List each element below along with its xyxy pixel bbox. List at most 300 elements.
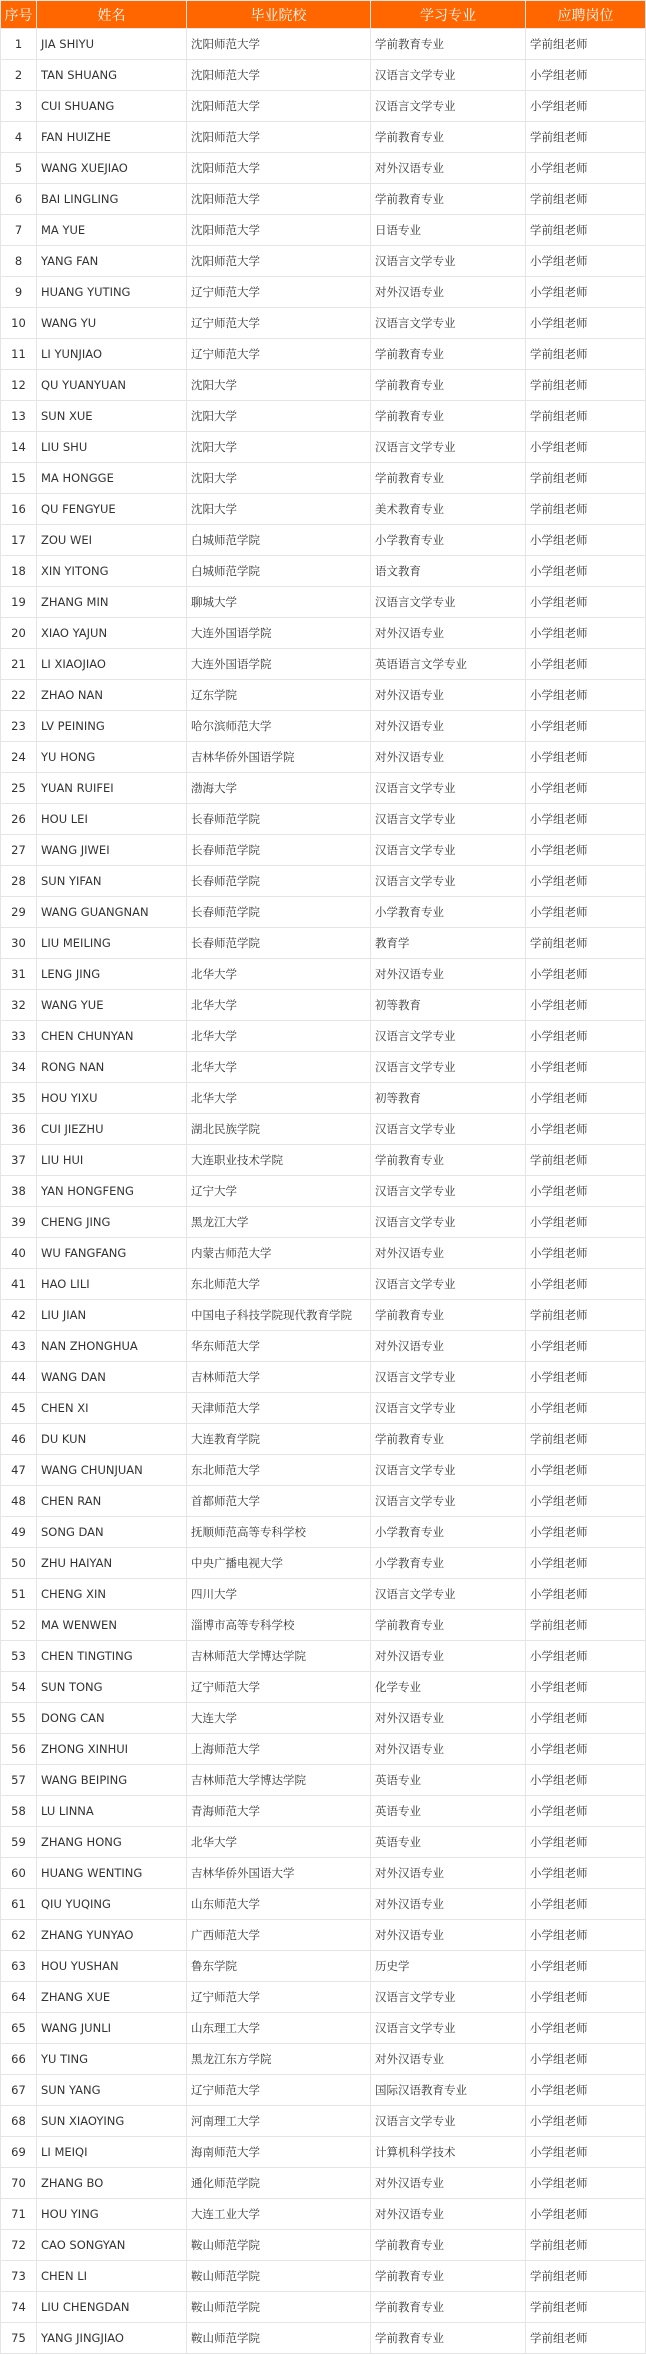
table-row xyxy=(1,1300,646,1331)
cell-major: 对外汉语专业 xyxy=(371,1238,526,1269)
cell-school: 通化师范学院 xyxy=(187,2168,371,2199)
cell-school: 淄博市高等专科学校 xyxy=(187,1610,371,1641)
cell-position: 小学组老师 xyxy=(526,618,646,649)
cell-name: WANG YU xyxy=(37,308,187,339)
cell-name: YANG JINGJIAO xyxy=(37,2323,187,2354)
cell-name: MA HONGGE xyxy=(37,463,187,494)
cell-name: QU YUANYUAN xyxy=(37,370,187,401)
cell-position: 小学组老师 xyxy=(526,153,646,184)
cell-name: YANG FAN xyxy=(37,246,187,277)
cell-position: 小学组老师 xyxy=(526,1517,646,1548)
cell-number: 4 xyxy=(1,122,37,153)
cell-major: 对外汉语专业 xyxy=(371,1641,526,1672)
cell-name: WANG CHUNJUAN xyxy=(37,1455,187,1486)
cell-school: 大连教育学院 xyxy=(187,1424,371,1455)
cell-school: 辽宁师范大学 xyxy=(187,277,371,308)
cell-name: ZHANG YUNYAO xyxy=(37,1920,187,1951)
cell-position: 小学组老师 xyxy=(526,1021,646,1052)
cell-position: 学前组老师 xyxy=(526,1300,646,1331)
cell-name: HUANG YUTING xyxy=(37,277,187,308)
cell-name: WANG YUE xyxy=(37,990,187,1021)
table-row xyxy=(1,153,646,184)
cell-name: FAN HUIZHE xyxy=(37,122,187,153)
cell-major: 学前教育专业 xyxy=(371,463,526,494)
cell-name: QU FENGYUE xyxy=(37,494,187,525)
cell-school: 北华大学 xyxy=(187,1021,371,1052)
table-row xyxy=(1,1796,646,1827)
cell-name: CUI SHUANG xyxy=(37,91,187,122)
cell-name: WANG JIWEI xyxy=(37,835,187,866)
cell-school: 吉林师范大学博达学院 xyxy=(187,1641,371,1672)
cell-name: HAO LILI xyxy=(37,1269,187,1300)
cell-major: 学前教育专业 xyxy=(371,29,526,60)
cell-school: 山东师范大学 xyxy=(187,1889,371,1920)
table-row xyxy=(1,29,646,60)
cell-major: 汉语言文学专业 xyxy=(371,1021,526,1052)
cell-name: ZHANG BO xyxy=(37,2168,187,2199)
cell-name: SUN XUE xyxy=(37,401,187,432)
cell-position: 小学组老师 xyxy=(526,1889,646,1920)
cell-name: JIA SHIYU xyxy=(37,29,187,60)
table-row xyxy=(1,2044,646,2075)
cell-number: 41 xyxy=(1,1269,37,1300)
cell-school: 东北师范大学 xyxy=(187,1455,371,1486)
cell-name: LI MEIQI xyxy=(37,2137,187,2168)
cell-name: CHENG JING xyxy=(37,1207,187,1238)
cell-name: YAN HONGFENG xyxy=(37,1176,187,1207)
cell-school: 辽东学院 xyxy=(187,680,371,711)
table-row xyxy=(1,2106,646,2137)
cell-name: RONG NAN xyxy=(37,1052,187,1083)
cell-number: 2 xyxy=(1,60,37,91)
cell-position: 学前组老师 xyxy=(526,2292,646,2323)
table-row xyxy=(1,215,646,246)
cell-number: 39 xyxy=(1,1207,37,1238)
cell-school: 黑龙江大学 xyxy=(187,1207,371,1238)
cell-major: 汉语言文学专业 xyxy=(371,1052,526,1083)
table-row xyxy=(1,1889,646,1920)
cell-school: 长春师范学院 xyxy=(187,866,371,897)
cell-name: HOU YIXU xyxy=(37,1083,187,1114)
table-row xyxy=(1,866,646,897)
header-row xyxy=(1,1,646,29)
cell-number: 40 xyxy=(1,1238,37,1269)
cell-name: SUN YANG xyxy=(37,2075,187,2106)
cell-major: 汉语言文学专业 xyxy=(371,60,526,91)
cell-major: 汉语言文学专业 xyxy=(371,1455,526,1486)
cell-number: 14 xyxy=(1,432,37,463)
table-row xyxy=(1,1176,646,1207)
cell-name: WANG GUANGNAN xyxy=(37,897,187,928)
table-row xyxy=(1,432,646,463)
cell-name: YUAN RUIFEI xyxy=(37,773,187,804)
table-row xyxy=(1,1238,646,1269)
cell-major: 语文教育 xyxy=(371,556,526,587)
table-row xyxy=(1,990,646,1021)
cell-number: 36 xyxy=(1,1114,37,1145)
cell-name: WANG DAN xyxy=(37,1362,187,1393)
cell-name: LIU SHU xyxy=(37,432,187,463)
table-row xyxy=(1,618,646,649)
table-row xyxy=(1,308,646,339)
cell-school: 青海师范大学 xyxy=(187,1796,371,1827)
cell-position: 小学组老师 xyxy=(526,773,646,804)
cell-school: 大连外国语学院 xyxy=(187,618,371,649)
cell-position: 学前组老师 xyxy=(526,2323,646,2354)
header-number: 序号 xyxy=(1,1,37,29)
cell-number: 27 xyxy=(1,835,37,866)
cell-position: 小学组老师 xyxy=(526,1734,646,1765)
cell-position: 小学组老师 xyxy=(526,246,646,277)
cell-school: 广西师范大学 xyxy=(187,1920,371,1951)
cell-position: 小学组老师 xyxy=(526,1858,646,1889)
cell-major: 对外汉语专业 xyxy=(371,1734,526,1765)
cell-number: 73 xyxy=(1,2261,37,2292)
table-row xyxy=(1,2292,646,2323)
cell-number: 11 xyxy=(1,339,37,370)
cell-name: BAI LINGLING xyxy=(37,184,187,215)
cell-name: ZOU WEI xyxy=(37,525,187,556)
cell-major: 汉语言文学专业 xyxy=(371,1362,526,1393)
cell-school: 沈阳师范大学 xyxy=(187,60,371,91)
cell-major: 学前教育专业 xyxy=(371,1300,526,1331)
cell-number: 37 xyxy=(1,1145,37,1176)
cell-name: WU FANGFANG xyxy=(37,1238,187,1269)
cell-school: 沈阳大学 xyxy=(187,401,371,432)
table-row xyxy=(1,2013,646,2044)
cell-name: LI YUNJIAO xyxy=(37,339,187,370)
cell-position: 学前组老师 xyxy=(526,215,646,246)
header-name: 姓名 xyxy=(37,1,187,29)
cell-position: 小学组老师 xyxy=(526,2168,646,2199)
cell-number: 6 xyxy=(1,184,37,215)
cell-position: 小学组老师 xyxy=(526,2013,646,2044)
cell-number: 68 xyxy=(1,2106,37,2137)
cell-major: 对外汉语专业 xyxy=(371,1331,526,1362)
cell-name: QIU YUQING xyxy=(37,1889,187,1920)
table-row xyxy=(1,2075,646,2106)
cell-major: 对外汉语专业 xyxy=(371,1703,526,1734)
cell-school: 北华大学 xyxy=(187,1052,371,1083)
cell-name: ZHAO NAN xyxy=(37,680,187,711)
cell-major: 汉语言文学专业 xyxy=(371,432,526,463)
cell-school: 河南理工大学 xyxy=(187,2106,371,2137)
table-row xyxy=(1,1579,646,1610)
cell-major: 汉语言文学专业 xyxy=(371,1269,526,1300)
cell-position: 学前组老师 xyxy=(526,29,646,60)
cell-school: 鞍山师范学院 xyxy=(187,2292,371,2323)
cell-number: 64 xyxy=(1,1982,37,2013)
cell-number: 5 xyxy=(1,153,37,184)
table-row xyxy=(1,1486,646,1517)
cell-major: 英语语言文学专业 xyxy=(371,649,526,680)
cell-position: 小学组老师 xyxy=(526,1114,646,1145)
cell-school: 华东师范大学 xyxy=(187,1331,371,1362)
cell-major: 学前教育专业 xyxy=(371,1610,526,1641)
cell-major: 汉语言文学专业 xyxy=(371,1579,526,1610)
cell-name: LU LINNA xyxy=(37,1796,187,1827)
cell-number: 35 xyxy=(1,1083,37,1114)
cell-position: 小学组老师 xyxy=(526,680,646,711)
cell-name: HOU YING xyxy=(37,2199,187,2230)
cell-major: 学前教育专业 xyxy=(371,184,526,215)
cell-school: 北华大学 xyxy=(187,1827,371,1858)
cell-number: 71 xyxy=(1,2199,37,2230)
cell-position: 小学组老师 xyxy=(526,1579,646,1610)
cell-school: 黑龙江东方学院 xyxy=(187,2044,371,2075)
cell-major: 对外汉语专业 xyxy=(371,959,526,990)
table-row xyxy=(1,184,646,215)
cell-major: 对外汉语专业 xyxy=(371,618,526,649)
cell-number: 28 xyxy=(1,866,37,897)
table-row xyxy=(1,1424,646,1455)
cell-school: 沈阳师范大学 xyxy=(187,29,371,60)
cell-major: 汉语言文学专业 xyxy=(371,1486,526,1517)
cell-position: 小学组老师 xyxy=(526,277,646,308)
cell-major: 汉语言文学专业 xyxy=(371,587,526,618)
cell-name: WANG JUNLI xyxy=(37,2013,187,2044)
cell-major: 学前教育专业 xyxy=(371,2292,526,2323)
table-row xyxy=(1,1145,646,1176)
cell-position: 学前组老师 xyxy=(526,122,646,153)
cell-number: 46 xyxy=(1,1424,37,1455)
cell-major: 初等教育 xyxy=(371,1083,526,1114)
cell-position: 小学组老师 xyxy=(526,742,646,773)
cell-number: 70 xyxy=(1,2168,37,2199)
cell-school: 沈阳大学 xyxy=(187,463,371,494)
cell-number: 18 xyxy=(1,556,37,587)
cell-school: 吉林华侨外国语大学 xyxy=(187,1858,371,1889)
cell-name: ZHANG XUE xyxy=(37,1982,187,2013)
cell-position: 小学组老师 xyxy=(526,587,646,618)
cell-name: CHEN CHUNYAN xyxy=(37,1021,187,1052)
cell-name: XIN YITONG xyxy=(37,556,187,587)
cell-school: 白城师范学院 xyxy=(187,525,371,556)
cell-position: 小学组老师 xyxy=(526,432,646,463)
cell-number: 20 xyxy=(1,618,37,649)
cell-school: 四川大学 xyxy=(187,1579,371,1610)
cell-number: 15 xyxy=(1,463,37,494)
cell-major: 对外汉语专业 xyxy=(371,153,526,184)
table-row xyxy=(1,835,646,866)
cell-school: 海南师范大学 xyxy=(187,2137,371,2168)
cell-position: 小学组老师 xyxy=(526,60,646,91)
cell-number: 63 xyxy=(1,1951,37,1982)
cell-major: 汉语言文学专业 xyxy=(371,308,526,339)
table-row xyxy=(1,959,646,990)
cell-school: 首都师范大学 xyxy=(187,1486,371,1517)
cell-school: 沈阳师范大学 xyxy=(187,91,371,122)
cell-major: 汉语言文学专业 xyxy=(371,773,526,804)
table-row xyxy=(1,1703,646,1734)
table-row xyxy=(1,742,646,773)
cell-school: 沈阳师范大学 xyxy=(187,215,371,246)
cell-major: 学前教育专业 xyxy=(371,2261,526,2292)
cell-major: 对外汉语专业 xyxy=(371,1858,526,1889)
cell-number: 67 xyxy=(1,2075,37,2106)
cell-major: 小学教育专业 xyxy=(371,897,526,928)
cell-name: CHENG XIN xyxy=(37,1579,187,1610)
cell-position: 小学组老师 xyxy=(526,711,646,742)
cell-number: 7 xyxy=(1,215,37,246)
cell-number: 30 xyxy=(1,928,37,959)
cell-school: 中国电子科技学院现代教育学院 xyxy=(187,1300,371,1331)
cell-name: CHEN XI xyxy=(37,1393,187,1424)
cell-school: 沈阳师范大学 xyxy=(187,122,371,153)
cell-number: 19 xyxy=(1,587,37,618)
cell-position: 小学组老师 xyxy=(526,1951,646,1982)
header-position: 应聘岗位 xyxy=(526,1,646,29)
cell-major: 汉语言文学专业 xyxy=(371,1982,526,2013)
cell-number: 50 xyxy=(1,1548,37,1579)
cell-major: 教育学 xyxy=(371,928,526,959)
cell-school: 天津师范大学 xyxy=(187,1393,371,1424)
table-row xyxy=(1,773,646,804)
cell-major: 汉语言文学专业 xyxy=(371,1393,526,1424)
table-row xyxy=(1,1982,646,2013)
cell-school: 长春师范学院 xyxy=(187,835,371,866)
cell-name: SUN YIFAN xyxy=(37,866,187,897)
table-row xyxy=(1,897,646,928)
cell-name: LENG JING xyxy=(37,959,187,990)
cell-name: YU HONG xyxy=(37,742,187,773)
cell-position: 小学组老师 xyxy=(526,2075,646,2106)
table-row xyxy=(1,1021,646,1052)
cell-number: 44 xyxy=(1,1362,37,1393)
cell-name: ZHANG HONG xyxy=(37,1827,187,1858)
cell-school: 哈尔滨师范大学 xyxy=(187,711,371,742)
cell-major: 对外汉语专业 xyxy=(371,1889,526,1920)
header-major: 学习专业 xyxy=(371,1,526,29)
cell-major: 计算机科学技术 xyxy=(371,2137,526,2168)
cell-school: 中央广播电视大学 xyxy=(187,1548,371,1579)
cell-name: DU KUN xyxy=(37,1424,187,1455)
cell-major: 学前教育专业 xyxy=(371,370,526,401)
table-row xyxy=(1,463,646,494)
cell-school: 白城师范学院 xyxy=(187,556,371,587)
cell-major: 美术教育专业 xyxy=(371,494,526,525)
cell-school: 北华大学 xyxy=(187,1083,371,1114)
cell-major: 学前教育专业 xyxy=(371,1145,526,1176)
cell-school: 吉林师范大学博达学院 xyxy=(187,1765,371,1796)
cell-school: 沈阳师范大学 xyxy=(187,184,371,215)
cell-major: 汉语言文学专业 xyxy=(371,2106,526,2137)
cell-number: 58 xyxy=(1,1796,37,1827)
cell-school: 沈阳大学 xyxy=(187,494,371,525)
cell-school: 内蒙古师范大学 xyxy=(187,1238,371,1269)
cell-name: XIAO YAJUN xyxy=(37,618,187,649)
cell-number: 69 xyxy=(1,2137,37,2168)
cell-school: 大连工业大学 xyxy=(187,2199,371,2230)
cell-major: 对外汉语专业 xyxy=(371,277,526,308)
cell-number: 75 xyxy=(1,2323,37,2354)
cell-number: 53 xyxy=(1,1641,37,1672)
cell-number: 23 xyxy=(1,711,37,742)
table-row xyxy=(1,246,646,277)
cell-position: 小学组老师 xyxy=(526,308,646,339)
cell-name: HOU YUSHAN xyxy=(37,1951,187,1982)
cell-school: 抚顺师范高等专科学校 xyxy=(187,1517,371,1548)
cell-number: 8 xyxy=(1,246,37,277)
table-row xyxy=(1,277,646,308)
cell-name: LI XIAOJIAO xyxy=(37,649,187,680)
table-row xyxy=(1,1765,646,1796)
table-row xyxy=(1,2168,646,2199)
table-row xyxy=(1,1827,646,1858)
cell-major: 汉语言文学专业 xyxy=(371,804,526,835)
cell-number: 31 xyxy=(1,959,37,990)
table-row xyxy=(1,1052,646,1083)
cell-position: 学前组老师 xyxy=(526,370,646,401)
cell-school: 辽宁师范大学 xyxy=(187,339,371,370)
cell-school: 北华大学 xyxy=(187,959,371,990)
cell-major: 对外汉语专业 xyxy=(371,680,526,711)
cell-major: 汉语言文学专业 xyxy=(371,1114,526,1145)
cell-position: 小学组老师 xyxy=(526,1920,646,1951)
cell-major: 学前教育专业 xyxy=(371,1424,526,1455)
cell-name: SONG DAN xyxy=(37,1517,187,1548)
cell-number: 62 xyxy=(1,1920,37,1951)
cell-position: 小学组老师 xyxy=(526,1207,646,1238)
cell-number: 1 xyxy=(1,29,37,60)
cell-major: 学前教育专业 xyxy=(371,401,526,432)
table-row xyxy=(1,1734,646,1765)
cell-school: 上海师范大学 xyxy=(187,1734,371,1765)
cell-number: 55 xyxy=(1,1703,37,1734)
cell-name: MA WENWEN xyxy=(37,1610,187,1641)
cell-number: 33 xyxy=(1,1021,37,1052)
cell-position: 小学组老师 xyxy=(526,2044,646,2075)
cell-number: 45 xyxy=(1,1393,37,1424)
cell-position: 小学组老师 xyxy=(526,1176,646,1207)
cell-number: 12 xyxy=(1,370,37,401)
cell-position: 小学组老师 xyxy=(526,1486,646,1517)
cell-school: 东北师范大学 xyxy=(187,1269,371,1300)
cell-major: 汉语言文学专业 xyxy=(371,2013,526,2044)
cell-number: 24 xyxy=(1,742,37,773)
cell-school: 长春师范学院 xyxy=(187,897,371,928)
cell-number: 16 xyxy=(1,494,37,525)
cell-name: CUI JIEZHU xyxy=(37,1114,187,1145)
table-row xyxy=(1,556,646,587)
cell-number: 61 xyxy=(1,1889,37,1920)
cell-number: 22 xyxy=(1,680,37,711)
cell-number: 65 xyxy=(1,2013,37,2044)
cell-major: 汉语言文学专业 xyxy=(371,835,526,866)
cell-school: 沈阳大学 xyxy=(187,370,371,401)
cell-number: 72 xyxy=(1,2230,37,2261)
cell-number: 10 xyxy=(1,308,37,339)
cell-name: LIU HUI xyxy=(37,1145,187,1176)
cell-position: 学前组老师 xyxy=(526,1610,646,1641)
cell-number: 17 xyxy=(1,525,37,556)
cell-position: 小学组老师 xyxy=(526,990,646,1021)
cell-number: 57 xyxy=(1,1765,37,1796)
cell-major: 对外汉语专业 xyxy=(371,2199,526,2230)
table-row xyxy=(1,2199,646,2230)
table-row xyxy=(1,1920,646,1951)
cell-number: 52 xyxy=(1,1610,37,1641)
cell-position: 小学组老师 xyxy=(526,1827,646,1858)
cell-school: 沈阳大学 xyxy=(187,432,371,463)
cell-major: 小学教育专业 xyxy=(371,525,526,556)
cell-name: WANG BEIPING xyxy=(37,1765,187,1796)
cell-major: 学前教育专业 xyxy=(371,2323,526,2354)
cell-position: 小学组老师 xyxy=(526,1052,646,1083)
cell-position: 学前组老师 xyxy=(526,184,646,215)
cell-school: 吉林华侨外国语学院 xyxy=(187,742,371,773)
cell-number: 42 xyxy=(1,1300,37,1331)
